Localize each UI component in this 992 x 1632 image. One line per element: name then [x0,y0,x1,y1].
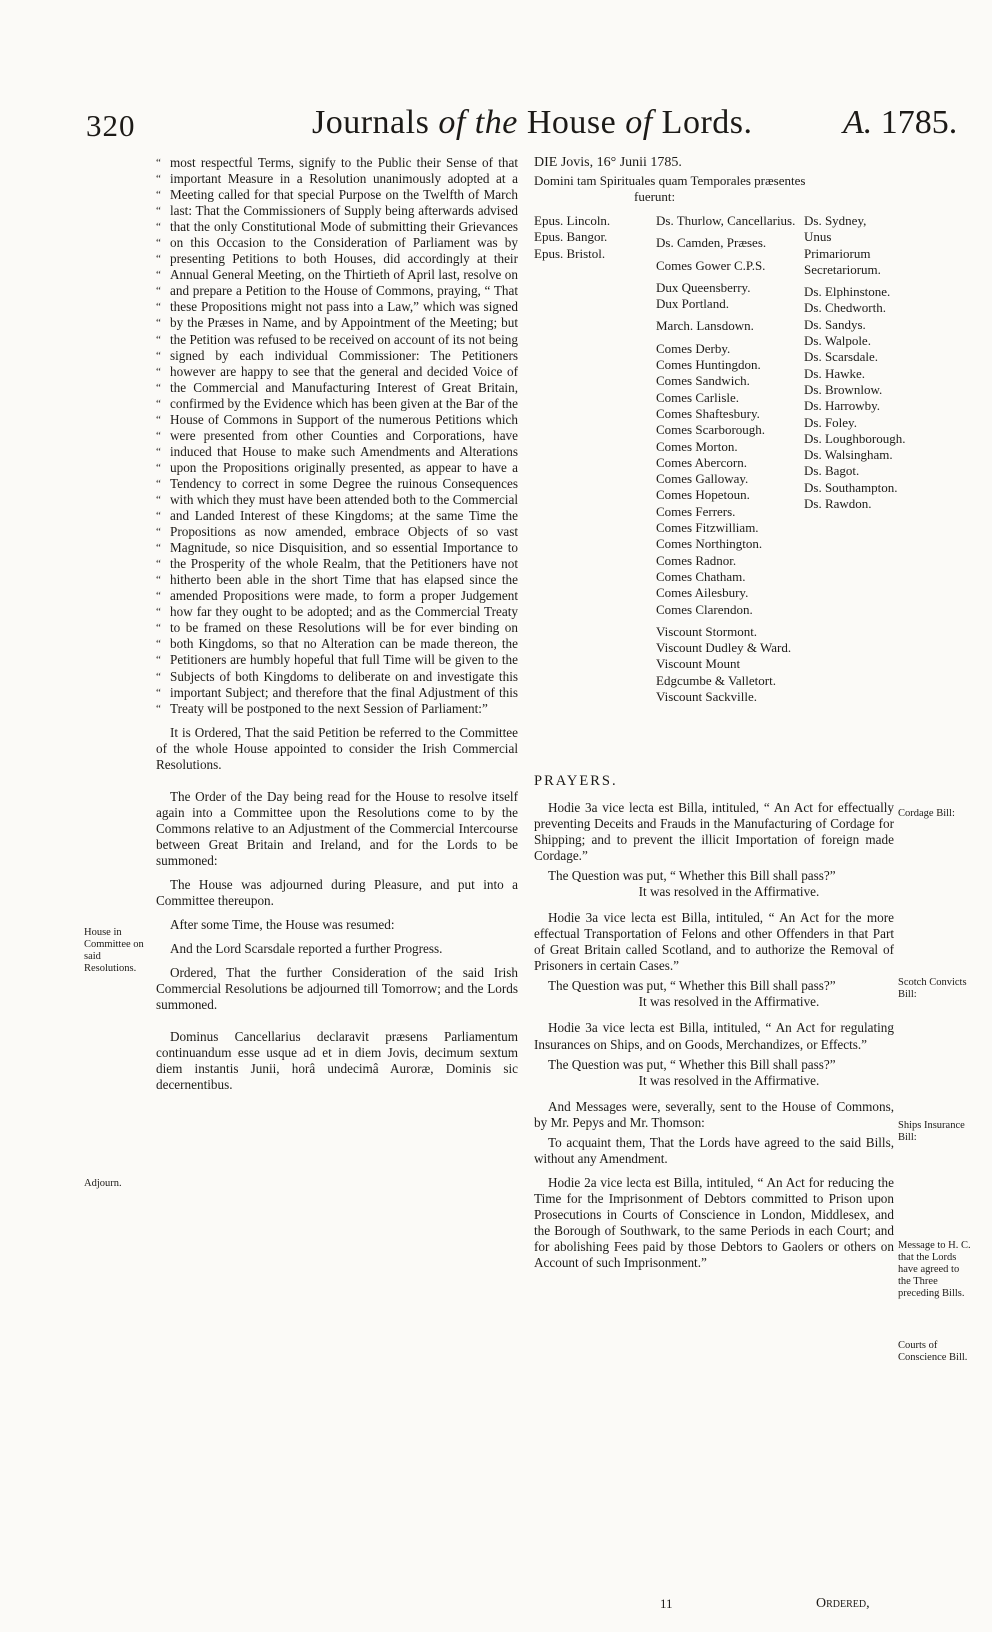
date-line: DIE Jovis, 16° Junii 1785. [534,155,682,170]
lord-entry: Comes Fitzwilliam. [656,520,759,536]
title-word: House [526,104,617,141]
bishop-entry: Epus. Lincoln. [534,213,611,228]
ordered-referred: It is Ordered, That the said Petition be referred to the Committee of the whole House appointed to consider the Irish Commercial Resolutions. [156,724,518,772]
prayers-heading: PRAYERS. [534,773,618,789]
lord-entry: Ds. Walpole. [804,333,871,349]
bill-courts-conscience: Hodie 2a vice lecta est Billa, intituled, “ An Act for reducing the Time for the Imprisonment of Debtors committed to Prison upon Prosecutions in Courts of Conscience in London, Middlesex, and the Borough of Southwark, to the same Periods in each Court; and for abolishing Fees paid by those Debtors to Gaolers or others on Account of such Imprisonment.” [534,1174,894,1271]
margin-note-courts: Courts of Conscience Bill. [898,1340,968,1363]
year-prefix: A. [843,104,873,141]
lord-entry: Ds. Sandys. [804,316,866,332]
bill-ships-insurance: Hodie 3a vice lecta est Billa, intituled, “ An Act for regulating Insurances on Ships, and on Goods, Merchandizes, or Effects.” [534,1020,894,1052]
lord-entry: Ds. Loughborough. [804,430,906,446]
lord-entry: Dux Queensberry. [656,279,751,295]
scarsdale-report: And the Lord Scarsdale reported a further Progress. [170,941,443,957]
bill-cordage: Hodie 3a vice lecta est Billa, intituled, “ An Act for effectually preventing Deceits and Frauds in the Manufacturing of Cordage for Shipping; and to prevent the illicit Importation of foreign made Cordage.” [534,800,894,864]
lord-entry: Comes Radnor. [656,552,737,568]
lord-entry: Viscount Dudley & Ward. [656,640,792,656]
lord-entry: Ds. Chedworth. [804,300,886,316]
margin-note-scotch: Scotch Convicts Bill: [898,977,967,1000]
page-number: 320 [86,108,136,143]
margin-note-adjourn: Adjourn. [84,1178,122,1189]
lord-entry: Ds. Camden, Præses. [656,235,767,251]
lord-entry: Ds. Southampton. [804,479,898,495]
margin-note-ships: Ships Insurance Bill: [898,1120,965,1143]
right-column [534,155,906,1271]
title-word: of [438,104,466,141]
adjourn-text: Dominus Cancellarius declaravit præsens Parliamentum continuandum esse usque ad et in diem Jovis, decimum sextum diem instantis Junii, horâ undecimâ Auroræ, Dominis sic decernentibus. [156,1029,518,1093]
lord-entry: Comes Scarborough. [656,422,766,438]
ordered-further: Ordered, That the further Consideration of the said Irish Commercial Resolutions be adjourned till Tomorrow; and the Lords summoned. [156,965,518,1013]
lord-entry: Ds. Thurlow, Cancellarius. [656,213,796,228]
petition-quote: “ “ “ “ “ “ “ “ “ “ “ “ “ “ “ “ “ “ “ “ “ “ “ “ “ “ “ “ “ “ “ “ “ “ “ “ “ “ “ “ “ “ “ “ most respectful Terms, signify to the Public their Sense of that important Measure in a Resolution unanimously adopted at a Meeting called for that special Purpose on the Twelfth of March last: That the Commissioners of Supply being afterwards advised that the only Constitutional Mode of submitting their Grievances on this Occasion to the Consideration of Parliament was by presenting Petitions to both Houses, did accordingly at their Annual General Meeting, on the Thirtieth of April last, resolve on and prepare a Petition to the House of Commons, praying, “ That these Propositions might not pass into a Law,” which was signed by the Præses in Name, and by Appointment of the Meeting; but the Petition was refused to be received on account of its not being signed by each individual Commissioner: The Petitioners however are happy to see that the general and decided Voice of the Commercial and Manufacturing Interest of Great Britain, confirmed by the Evidence which has been given at the Bar of the House of Commons in Support of the numerous Petitions which were presented from other Counties and Corporations, have induced that House to make such Amendments and Alterations upon the Propositions originally presented, as appear to have a Tendency to correct in some Degree the ruinous Consequences with which they must have been attended both to the Commercial and Landed Interest of these Kingdoms; at the same Time the Propositions as now amended, embrace Objects of so vast Magnitude, so nice Disquisition, and so essential Importance to the Prosperity of the whole Realm, that the Petitioners have not hitherto been able in the short Time that has elapsed since the amended Propositions were made, to form a proper Judgement how far they ought to be adopted; and as the Commercial Treaty to be framed on these Resolutions will be for ever binding on both Kingdoms, so that no Alteration can be made thereon, the Petitioners are humbly hopeful that full Time will be given to the Subjects of both Kingdoms to deliberate on and investigate this important Subject; and therefore that the final Adjustment of this Treaty will be postponed to the next Session of Parliament:” [156,155,518,717]
lord-entry: Dux Portland. [656,296,729,312]
lord-entry: Comes Galloway. [656,471,749,487]
lord-entry: Comes Morton. [656,438,738,454]
sederunt-list [534,213,906,773]
lord-entry: Ds. Sydney, Unus Primariorum Secretariorum. [804,213,881,277]
margin-note-message: Message to H. C. that the Lords have agreed to the Three preceding Bills. [898,1240,971,1299]
title-word: Journals [312,104,430,141]
lord-entry: Ds. Scarsdale. [804,349,879,365]
title-word: of [625,104,653,141]
title-word: Lords. [661,104,753,141]
lords-right-list [804,213,906,512]
bishop-entry: Epus. Bristol. [534,245,606,261]
title-word: the [474,104,518,141]
lord-entry: Comes Clarendon. [656,601,753,617]
running-title [312,104,753,142]
question-put: The Question was put, “ Whether this Bill shall pass?” [548,868,836,884]
bishop-entry: Epus. Bangor. [534,229,608,245]
resolved-affirmative: It was resolved in the Affirmative. [638,994,820,1010]
lord-entry: March. Lansdown. [656,318,754,334]
running-year [843,104,957,142]
lord-entry: Comes Abercorn. [656,454,747,470]
lord-entry: Ds. Hawke. [804,365,866,381]
resolved-affirmative: It was resolved in the Affirmative. [638,1072,820,1088]
adjourned-pleasure: The House was adjourned during Pleasure, and put into a Committee thereupon. [156,877,518,909]
signature-mark: 11 [660,1596,673,1611]
house-resumed: After some Time, the House was resumed: [170,917,395,933]
lord-entry: Comes Sandwich. [656,373,750,389]
fuerunt-line: fuerunt: [634,189,676,204]
catchword: Ordered, [816,1596,870,1611]
lord-entry: Ds. Brownlow. [804,381,883,397]
margin-note-committee: House in Committee on said Resolutions. [84,927,144,974]
lord-entry: Viscount Sackville. [656,689,758,705]
margin-note-cordage: Cordage Bill: [898,808,955,819]
lord-entry: Ds. Elphinstone. [804,284,891,300]
lord-entry: Comes Gower C.P.S. [656,257,766,273]
lord-entry: Comes Carlisle. [656,389,740,405]
order-of-day: The Order of the Day being read for the House to resolve itself again into a Committee upon the Resolutions come to by the Commons relative to an Adjustment of the Commercial Intercourse between Great Britain and Ireland, and for the Lords to be summoned: [156,788,518,868]
bishops-list [534,213,644,262]
lord-entry: Viscount Mount Edgcumbe & Valletort. [656,656,776,688]
lord-entry: Comes Ferrers. [656,503,736,519]
question-put: The Question was put, “ Whether this Bill shall pass?” [548,1056,836,1072]
bill-scotch-convicts: Hodie 3a vice lecta est Billa, intituled, “ An Act for the more effectual Transportation of Felons and other Offenders in that Part of Great Britain called Scotland, and to authorize the Removal of Prisoners in certain Cases.” [534,910,894,974]
lord-entry: Ds. Bagot. [804,463,860,479]
resolved-affirmative: It was resolved in the Affirmative. [638,884,820,900]
lord-entry: Comes Derby. [656,340,731,356]
lord-entry: Viscount Stormont. [656,623,758,639]
lord-entry: Ds. Harrowby. [804,398,881,414]
lord-entry: Ds. Foley. [804,414,857,430]
lord-entry: Ds. Walsingham. [804,447,893,463]
lord-entry: Comes Northington. [656,536,763,552]
lords-middle-list [656,213,798,705]
lord-entry: Comes Chatham. [656,568,746,584]
lord-entry: Comes Ailesbury. [656,585,749,601]
left-column [156,155,518,1094]
lord-entry: Ds. Rawdon. [804,496,872,512]
lord-entry: Comes Shaftesbury. [656,405,760,421]
acquaint-commons: To acquaint them, That the Lords have agreed to the said Bills, without any Amendment. [534,1134,894,1166]
year: 1785. [880,104,958,141]
messages-sent: And Messages were, severally, sent to the House of Commons, by Mr. Pepys and Mr. Thomson: [534,1098,894,1130]
lord-entry: Comes Huntingdon. [656,357,761,373]
question-put: The Question was put, “ Whether this Bill shall pass?” [548,978,836,994]
domini-line: Domini tam Spirituales quam Temporales præsentes [534,173,806,188]
lord-entry: Comes Hopetoun. [656,487,750,503]
